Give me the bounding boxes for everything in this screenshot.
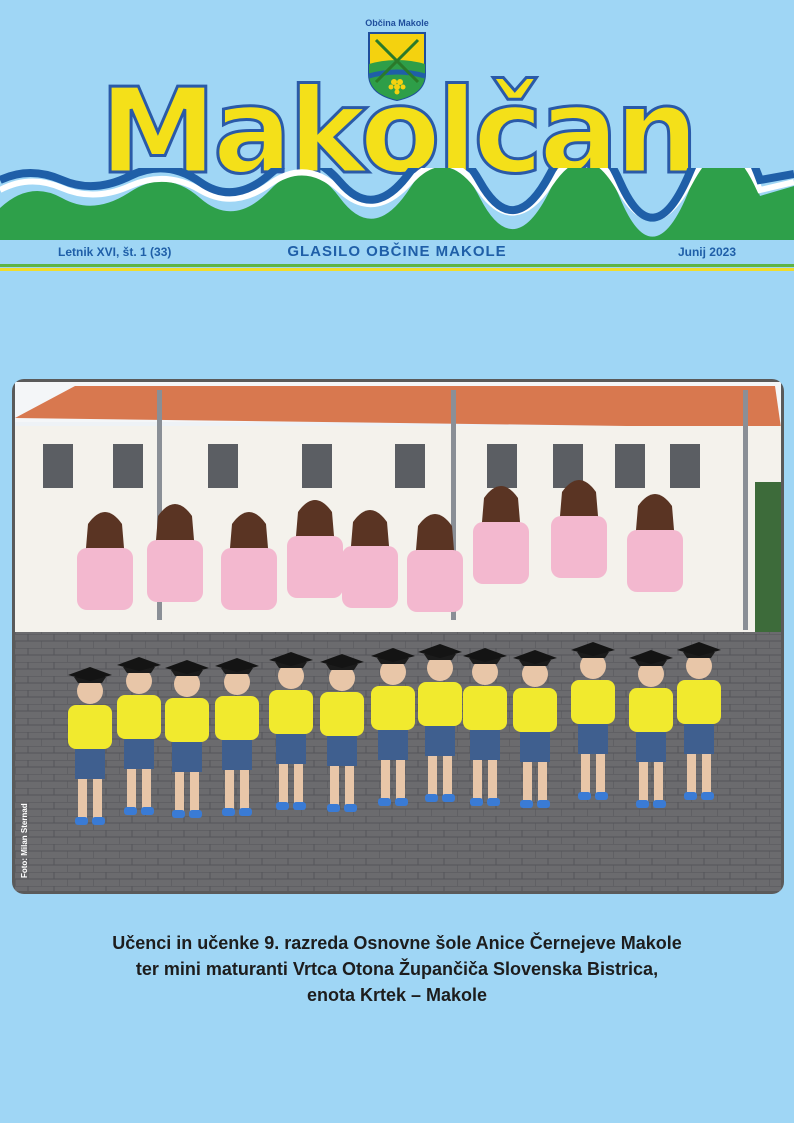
issue-date: Junij 2023 [677,245,736,259]
masthead-waves [0,168,794,240]
cover-photo [12,379,784,894]
photo-caption [0,930,794,1008]
masthead [0,0,794,240]
divider-yellow [0,268,794,271]
caption-line: enota Krtek – Makole [306,985,488,1005]
group-photo-illustration [15,382,781,891]
municipality-name: Občina Makole [365,18,429,28]
caption-line: ter mini maturanti Vrtca Otona Župančiča Slovenska Bistrica, [135,959,659,979]
divider-green [0,264,794,267]
volume-number: Letnik XVI, št. 1 (33) [58,245,172,259]
caption-line: Učenci in učenke 9. razreda Osnovne šole Anice Černejeve Makole [112,933,682,953]
issue-info-bar [0,240,794,264]
photo-credit: Foto: Milan Sternad [20,803,29,878]
magazine-subtitle: GLASILO OBČINE MAKOLE [287,243,507,260]
magazine-title: Makolčan [99,62,695,200]
